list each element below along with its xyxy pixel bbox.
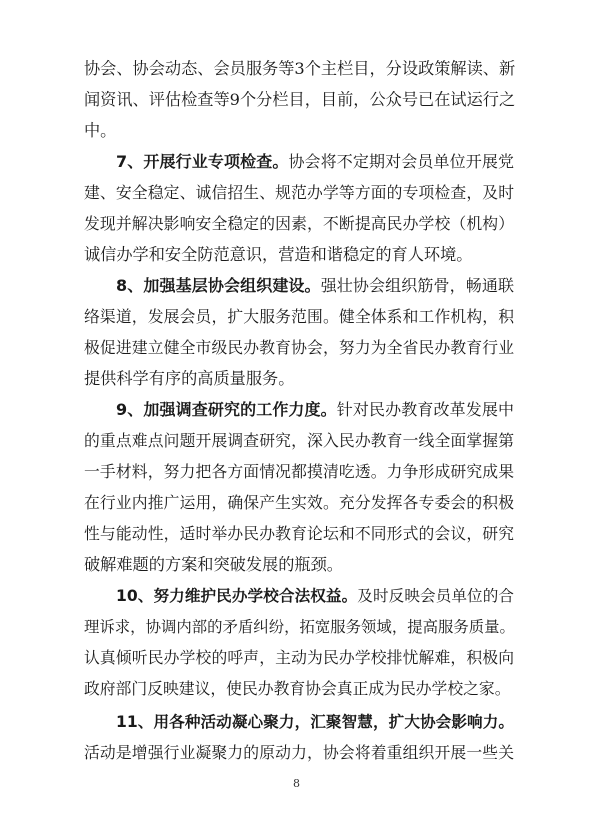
section-heading: 9、加强调查研究的工作力度。 — [116, 400, 337, 419]
paragraph-first-line — [116, 275, 514, 297]
text-line: 政府部门反映建议，使民办教育协会真正成为民办学校之家。 — [84, 679, 511, 698]
paragraph-first-line — [116, 151, 514, 173]
page-number: 8 — [293, 777, 300, 790]
text-line: 极促进建立健全市级民办教育协会，努力为全省民办教育行业 — [84, 338, 514, 357]
text-line: 络渠道，发展会员，扩大服务范围。健全体系和工作机构，积 — [84, 307, 514, 326]
text-line: 建、安全稳定、诚信招生、规范办学等方面的专项检查，及时 — [84, 183, 514, 202]
text-run: 针对民办教育改革发展中 — [336, 400, 514, 419]
text-line: 中。 — [84, 121, 117, 140]
text-line: 在行业内推广运用，确保产生实效。充分发挥各专委会的积极 — [84, 493, 514, 512]
section-heading: 10、努力维护民办学校合法权益。 — [116, 587, 358, 605]
paragraph-first-line — [116, 585, 514, 607]
section-heading: 8、加强基层协会组织建设。 — [116, 276, 321, 295]
paragraph-first-line — [116, 711, 514, 733]
text-run: 及时反映会员单位的合 — [357, 587, 514, 605]
section-heading: 11、用各种活动凝心聚力，汇聚智慧，扩大协会影响力。 — [116, 713, 514, 731]
text-line: 理诉求，协调内部的矛盾纠纷，拓宽服务领域，提高服务质量。 — [84, 618, 515, 636]
text-run: 协会将不定期对会员单位开展党 — [288, 152, 514, 171]
text-line: 的重点难点问题开展调查研究，深入民办教育一线全面掌握第 — [84, 431, 514, 450]
text-line: 一手材料，努力把各方面情况都摸清吃透。力争形成研究成果 — [84, 462, 514, 481]
text-line: 活动是增强行业凝聚力的原动力，协会将着重组织开展一些关 — [84, 743, 514, 762]
text-line: 诚信办学和安全防范意识，营造和谐稳定的育人环境。 — [84, 245, 473, 264]
section-heading: 7、开展行业专项检查。 — [116, 152, 289, 171]
text-line: 认真倾听民办学校的呼声，主动为民办学校排忧解难，积极向 — [84, 648, 514, 667]
text-line: 性与能动性，适时举办民办教育论坛和不同形式的会议，研究 — [84, 524, 514, 543]
text-run: 强壮协会组织筋骨，畅通联 — [320, 276, 514, 295]
text-line: 协会、协会动态、会员服务等3个主栏目，分设政策解读、新 — [84, 59, 516, 78]
paragraph-first-line — [116, 399, 514, 421]
text-line: 破解难题的方案和突破发展的瓶颈。 — [84, 555, 343, 574]
text-line: 提供科学有序的高质量服务。 — [84, 369, 295, 388]
text-line: 闻资讯、评估检查等9个分栏目，目前，公众号已在试运行之 — [84, 90, 516, 109]
text-line: 发现并解决影响安全稳定的因素，不断提高民办学校（机构） — [84, 214, 514, 233]
